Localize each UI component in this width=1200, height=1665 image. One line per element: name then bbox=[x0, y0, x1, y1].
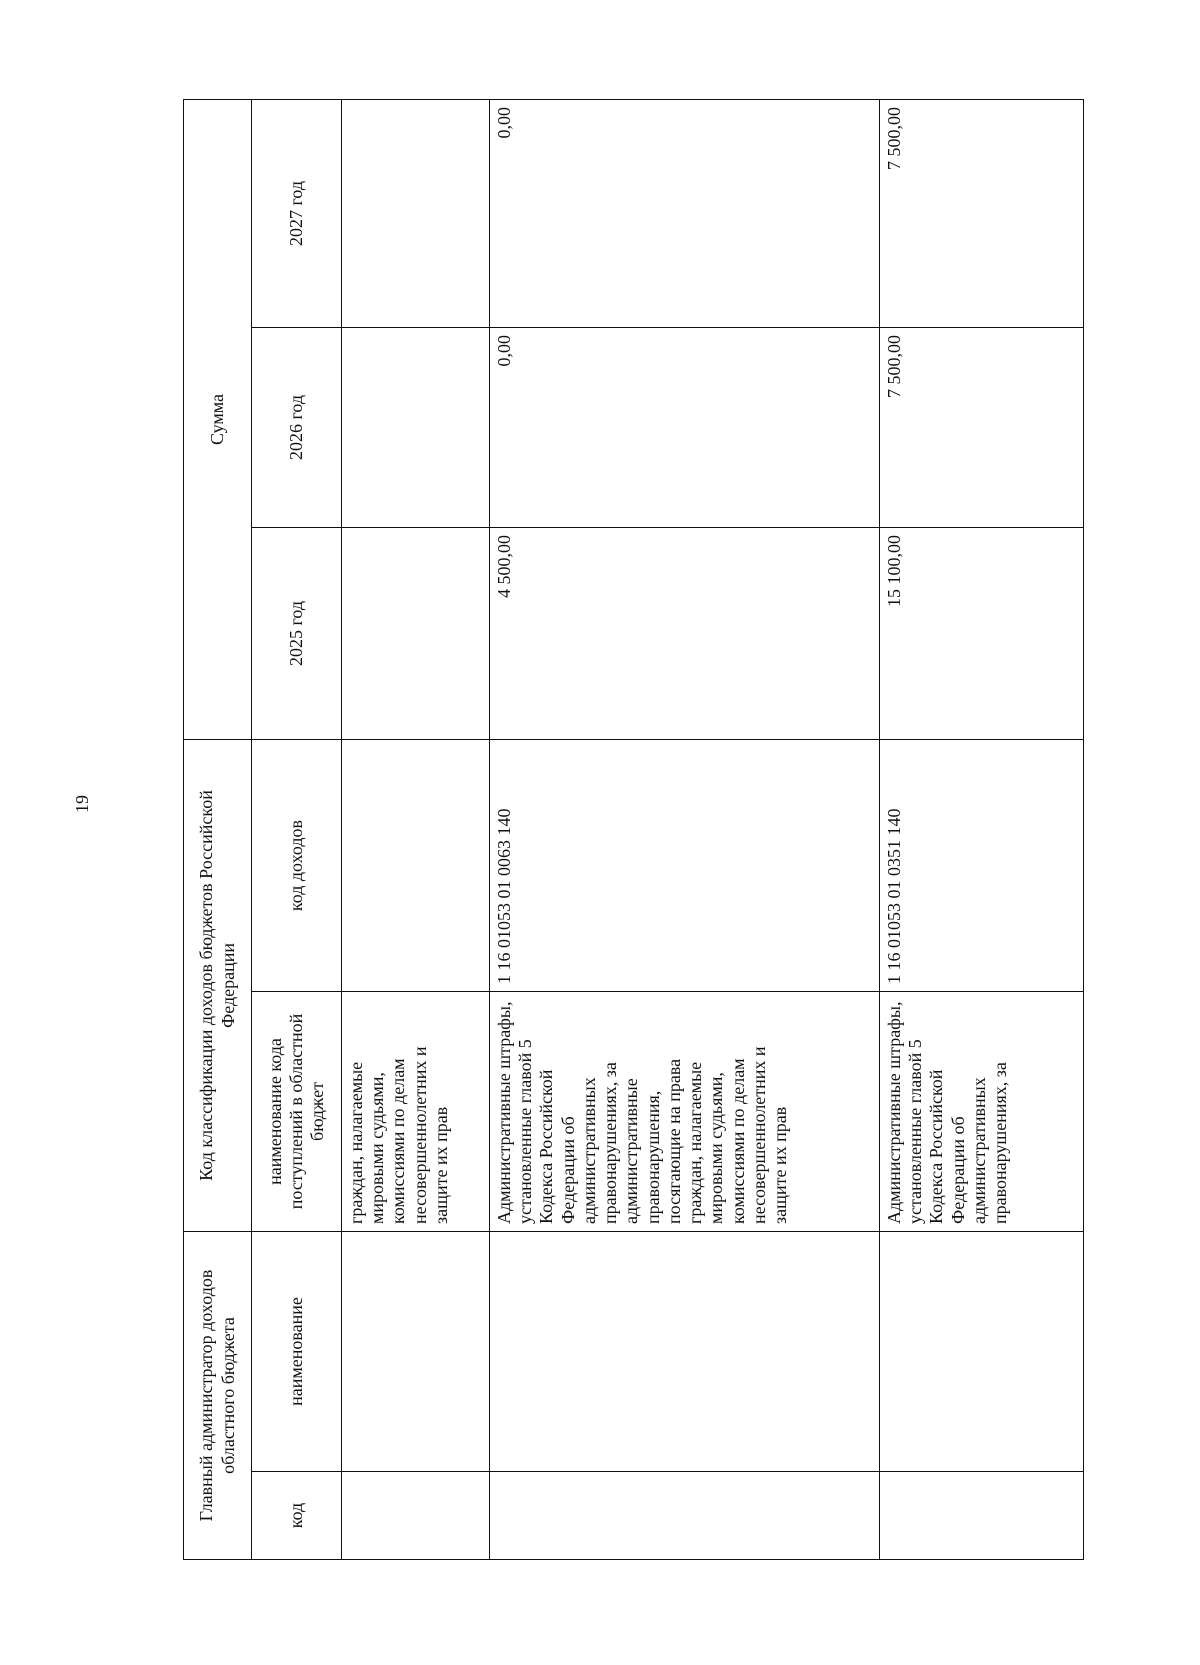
header-sum-group: Сумма bbox=[184, 99, 252, 739]
cell-2025 bbox=[342, 528, 490, 740]
page-number: 19 bbox=[72, 795, 92, 813]
cell-name bbox=[880, 1232, 1084, 1472]
header-code-group: Код классификации доходов бюджетов Российской Федерации bbox=[184, 740, 252, 1232]
header-col-2027: 2027 год bbox=[252, 99, 342, 327]
table-row bbox=[490, 99, 880, 1559]
cell-code bbox=[880, 1472, 1084, 1560]
cell-code bbox=[342, 1472, 490, 1560]
table-row bbox=[342, 99, 490, 1559]
header-col-2025: 2025 год bbox=[252, 528, 342, 740]
header-col-income-code: код доходов bbox=[252, 740, 342, 992]
header-col-code: код bbox=[252, 1472, 342, 1560]
cell-2025: 15 100,00 bbox=[880, 528, 1084, 740]
cell-2027 bbox=[342, 99, 490, 327]
header-admin-group: Главный администратор доходов областного бюджета bbox=[184, 1232, 252, 1560]
cell-2026: 0,00 bbox=[490, 328, 880, 528]
header-row-groups bbox=[184, 99, 252, 1559]
cell-2027: 0,00 bbox=[490, 99, 880, 327]
cell-name bbox=[342, 1232, 490, 1472]
cell-income-name: Административные штрафы, установленные главой 5 Кодекса Российской Федерации об административных правонарушениях, за административные правонарушения, посягающие на права граждан, налагаемые мировыми судьями, комиссиями по делам несовершеннолетних и защите их прав bbox=[490, 992, 880, 1232]
table-row bbox=[880, 99, 1084, 1559]
cell-income-code: 1 16 01053 01 0063 140 bbox=[490, 740, 880, 992]
cell-code bbox=[490, 1472, 880, 1560]
cell-income-name: Административные штрафы, установленные главой 5 Кодекса Российской Федерации об административных правонарушениях, за bbox=[880, 992, 1084, 1232]
header-col-income-name: наименование кода поступлений в областной бюджет bbox=[252, 992, 342, 1232]
header-col-name: наименование bbox=[252, 1232, 342, 1472]
header-col-2026: 2026 год bbox=[252, 328, 342, 528]
revenue-table bbox=[183, 99, 1084, 1560]
cell-2025: 4 500,00 bbox=[490, 528, 880, 740]
cell-2026 bbox=[342, 328, 490, 528]
cell-2026: 7 500,00 bbox=[880, 328, 1084, 528]
cell-income-code bbox=[342, 740, 490, 992]
cell-name bbox=[490, 1232, 880, 1472]
cell-2027: 7 500,00 bbox=[880, 99, 1084, 327]
cell-income-code: 1 16 01053 01 0351 140 bbox=[880, 740, 1084, 992]
cell-income-name: граждан, налагаемые мировыми судьями, комиссиями по делам несовершеннолетних и защите их прав bbox=[342, 992, 490, 1232]
header-row-columns bbox=[252, 99, 342, 1559]
table-rotated-wrapper bbox=[183, 100, 1083, 1560]
